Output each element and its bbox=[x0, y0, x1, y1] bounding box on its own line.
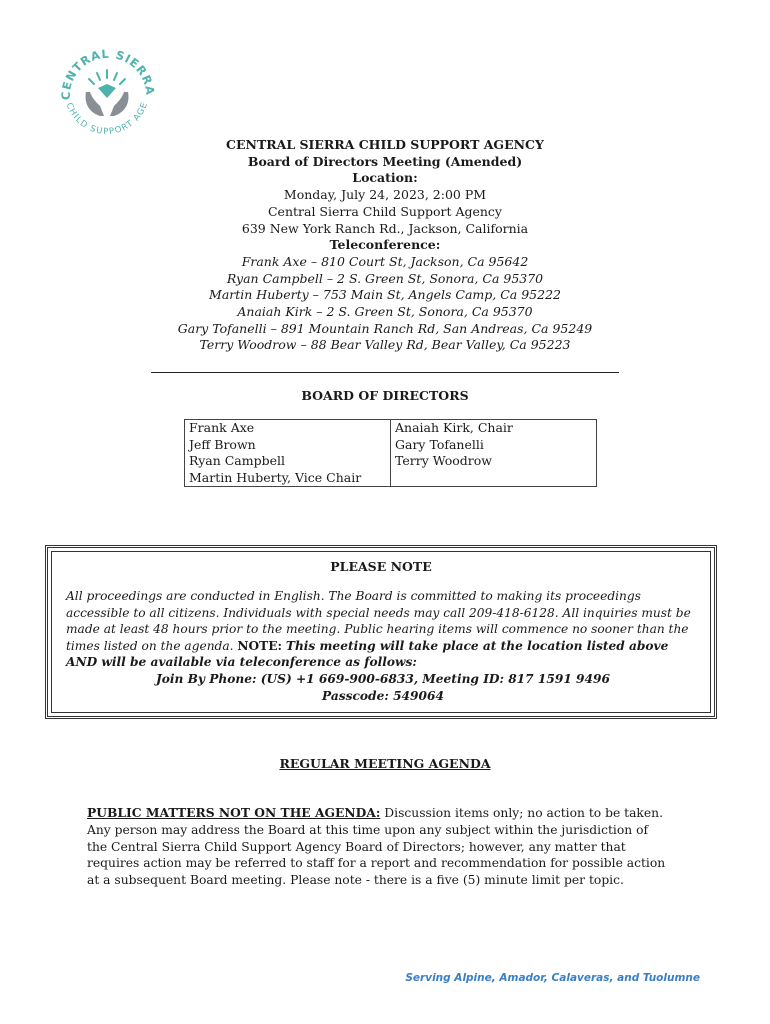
table-row bbox=[185, 470, 597, 487]
note-bold-text: This meeting will take place at the location listed above AND will be available via teleconference as follows: bbox=[66, 638, 669, 670]
note-label: NOTE: bbox=[237, 638, 282, 653]
meeting-title: Board of Directors Meeting (Amended) bbox=[247, 153, 523, 169]
table-cell: Anaiah Kirk, Chair bbox=[391, 420, 597, 437]
please-note-body bbox=[66, 588, 700, 704]
agency-name: CENTRAL SIERRA CHILD SUPPORT AGENCY bbox=[226, 137, 544, 152]
agency-logo bbox=[52, 40, 162, 150]
meeting-datetime: Monday, July 24, 2023, 2:00 PM bbox=[283, 187, 487, 203]
passcode: Passcode: 549064 bbox=[322, 688, 444, 703]
logo-arc-top: CENTRAL SIERRA bbox=[58, 46, 158, 101]
join-by-phone: Join By Phone: (US) +1 669-900-6833, Meeting ID: 817 1591 9496 bbox=[156, 671, 610, 686]
public-matters-paragraph bbox=[87, 805, 667, 889]
table-cell: Martin Huberty, Vice Chair bbox=[185, 470, 391, 487]
please-note-box bbox=[45, 545, 717, 719]
public-matters-heading: PUBLIC MATTERS NOT ON THE AGENDA: bbox=[87, 805, 381, 820]
table-row bbox=[185, 437, 597, 454]
teleconference-location: Martin Huberty – 753 Main St, Angels Camp, Ca 95222 bbox=[209, 287, 561, 303]
table-cell: Frank Axe bbox=[185, 420, 391, 437]
board-title: BOARD OF DIRECTORS bbox=[301, 388, 469, 403]
table-cell bbox=[391, 470, 597, 487]
meeting-address: 639 New York Ranch Rd., Jackson, California bbox=[241, 220, 529, 236]
table-cell: Terry Woodrow bbox=[391, 453, 597, 470]
divider bbox=[151, 372, 619, 373]
note-body-text: All proceedings are conducted in English. The Board is committed to making its proceedings accessible to all citizens. Individuals with special needs may call 209-418-6128. All inquiries must be made at least 48 hours prior to the meeting. Public hearing items will commence no sooner than the times listed on the agenda. bbox=[66, 589, 691, 653]
agenda-title: REGULAR MEETING AGENDA bbox=[279, 756, 491, 771]
table-row bbox=[185, 420, 597, 437]
meeting-venue: Central Sierra Child Support Agency bbox=[267, 203, 502, 219]
table-cell: Gary Tofanelli bbox=[391, 437, 597, 454]
teleconference-location: Terry Woodrow – 88 Bear Valley Rd, Bear Valley, Ca 95223 bbox=[199, 337, 571, 353]
location-label: Location: bbox=[352, 170, 418, 186]
teleconference-location: Gary Tofanelli – 891 Mountain Ranch Rd, San Andreas, Ca 95249 bbox=[177, 320, 593, 336]
please-note-title: PLEASE NOTE bbox=[330, 559, 432, 574]
teleconference-location: Ryan Campbell – 2 S. Green St, Sonora, Ca 95370 bbox=[226, 270, 544, 286]
teleconference-label: Teleconference: bbox=[329, 237, 441, 253]
public-matters-text: Discussion items only; no action to be taken. Any person may address the Board at this time upon any subject within the jurisdiction of the Central Sierra Child Support Agency Board of Directors; however, any matter that requires action may be referred to staff for a report and recommendation for possible action at a subsequent Board meeting. Please note - there is a five (5) minute limit per topic. bbox=[87, 806, 666, 888]
table-cell: Jeff Brown bbox=[185, 437, 391, 454]
teleconference-location: Anaiah Kirk – 2 S. Green St, Sonora, Ca 95370 bbox=[237, 304, 533, 320]
footer-tagline: Serving Alpine, Amador, Calaveras, and Tuolumne bbox=[405, 972, 700, 984]
board-table bbox=[184, 419, 597, 487]
meeting-header bbox=[0, 137, 770, 354]
table-cell: Ryan Campbell bbox=[185, 453, 391, 470]
logo-arc-bottom: CHILD SUPPORT AGE bbox=[63, 100, 151, 137]
table-row bbox=[185, 453, 597, 470]
teleconference-location: Frank Axe – 810 Court St, Jackson, Ca 95642 bbox=[241, 253, 529, 269]
please-note-inner bbox=[51, 551, 711, 713]
